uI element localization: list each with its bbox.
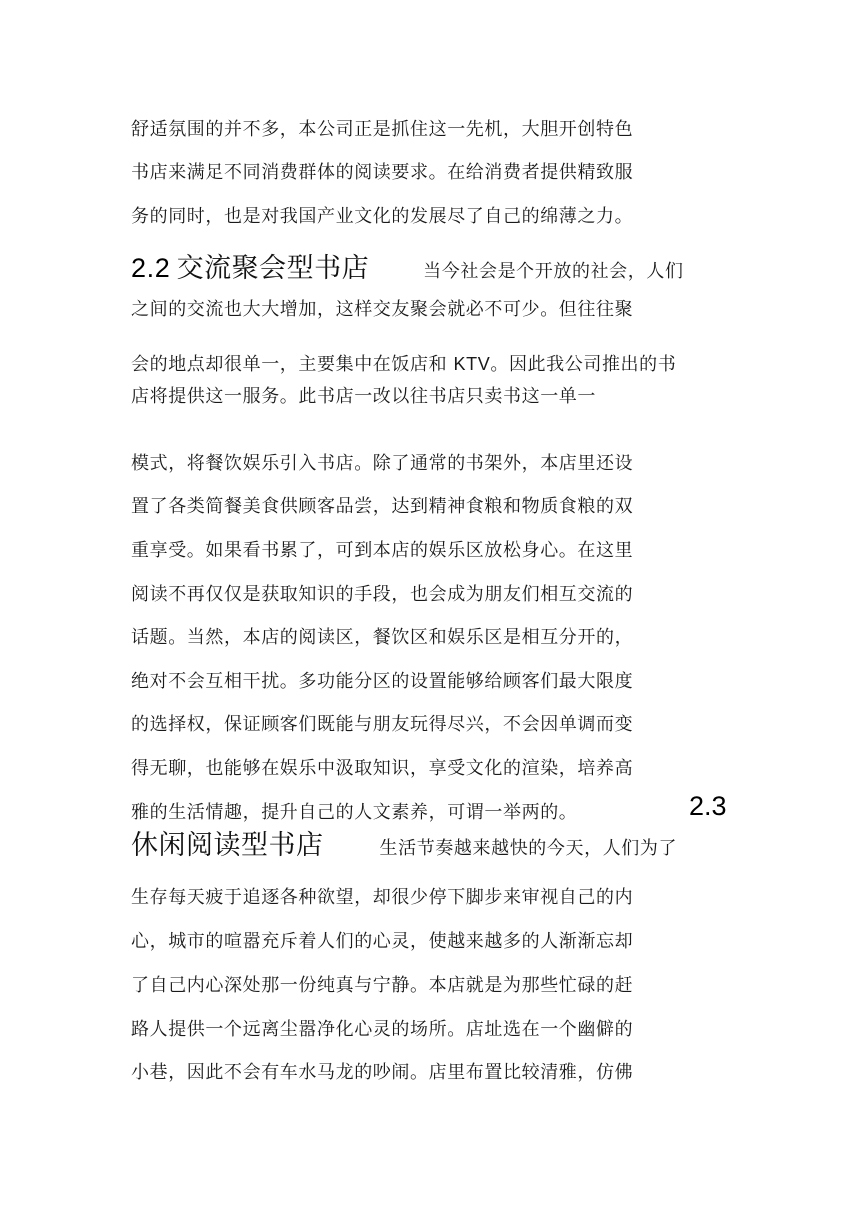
body-text-line: 模式，将餐饮娱乐引入书店。除了通常的书架外，本店里还设 [131,453,634,474]
body-text-line: 小巷，因此不会有车水马龙的吵闹。店里布置比较清雅，仿佛 [131,1062,634,1083]
body-text-inline: 生活节奏越来越快的今天，人们为了 [379,838,678,859]
body-text-line: 生存每天疲于追逐各种欲望，却很少停下脚步来审视自己的内 [131,887,634,908]
body-text-line: 得无聊，也能够在娱乐中汲取知识，享受文化的渲染，培养高 [131,758,634,779]
body-text-line: 重享受。如果看书累了，可到本店的娱乐区放松身心。在这里 [131,540,634,561]
body-text-line: 的选择权，保证顾客们既能与朋友玩得尽兴，不会因单调而变 [131,714,634,735]
section-number-2-3: 2.3 [689,791,727,821]
body-text-line: 雅的生活情趣，提升自己的人文素养，可谓一举两的。 [131,802,578,823]
body-text-line: 舒适氛围的并不多，本公司正是抓住这一先机，大胆开创特色 [131,119,634,140]
body-text-line: 店将提供这一服务。此书店一改以往书店只卖书这一单一 [131,386,596,407]
body-text-line: 话题。当然，本店的阅读区，餐饮区和娱乐区是相互分开的， [131,627,634,648]
body-text-line: 务的同时，也是对我国产业文化的发展尽了自己的绵薄之力。 [131,206,634,227]
text-span-latin: KTV [453,354,491,374]
body-text-line: 绝对不会互相干扰。多功能分区的设置能够给顾客们最大限度 [131,671,634,692]
body-text-line: 之间的交流也大大增加，这样交友聚会就必不可少。但往往聚 [131,299,634,320]
body-text-line: 心，城市的喧嚣充斥着人们的心灵，使越来越多的人渐渐忘却 [131,931,634,952]
body-text-line: 了自己内心深处那一份纯真与宁静。本店就是为那些忙碌的赶 [131,975,634,996]
body-text-line: 置了各类简餐美食供顾客品尝，达到精神食粮和物质食粮的双 [131,496,634,517]
section-number: 2.2 [131,253,171,283]
body-text-inline: 当今社会是个开放的社会，人们 [423,261,684,282]
body-text-line [131,352,676,377]
section-title: 交流聚会型书店 [176,253,370,284]
text-span: 会的地点却很单一，主要集中在饭店和 [131,354,454,375]
section-heading-2-2 [131,252,684,288]
section-title: 休闲阅读型书店 [131,830,324,861]
text-span: 。因此我公司推出的书 [490,354,677,375]
section-heading-2-3 [131,830,677,865]
body-text-line: 路人提供一个远离尘嚣净化心灵的场所。店址选在一个幽僻的 [131,1019,634,1040]
body-text-line: 阅读不再仅仅是获取知识的手段，也会成为朋友们相互交流的 [131,584,634,605]
body-text-line: 书店来满足不同消费群体的阅读要求。在给消费者提供精致服 [131,162,634,183]
